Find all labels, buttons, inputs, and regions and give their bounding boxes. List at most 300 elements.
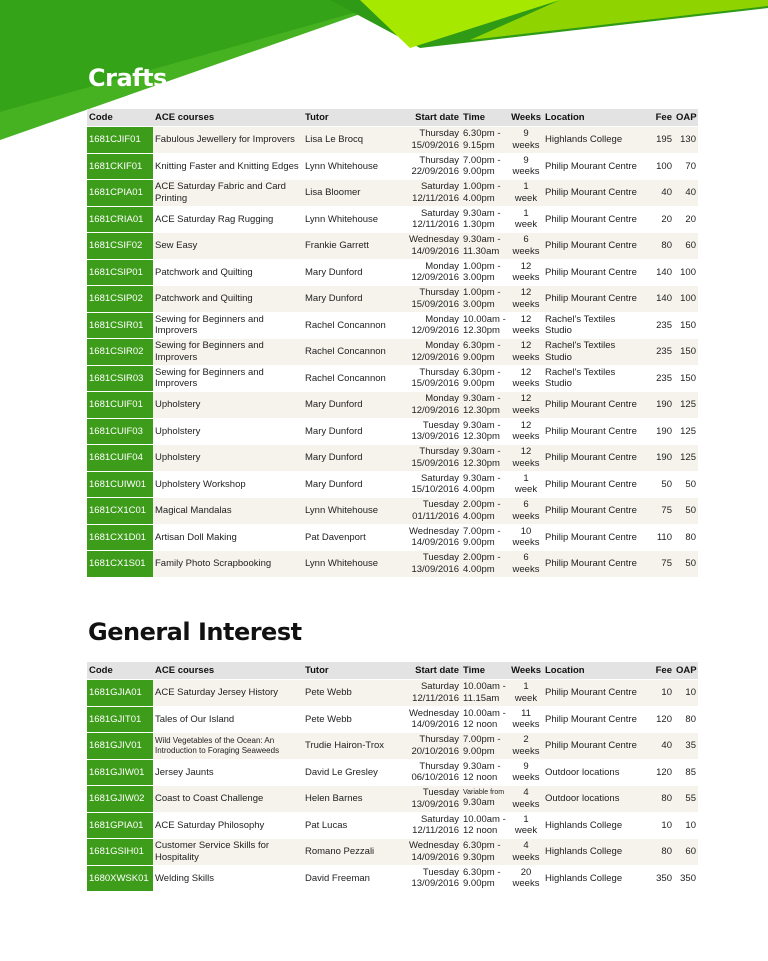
fee: 195 [646,127,674,153]
location: Philip Mourant Centre [543,498,646,524]
start-date [405,180,461,206]
weeks-unit: weeks [512,537,540,549]
course-name: Sew Easy [153,233,303,259]
weeks-count: 12 [520,260,532,272]
course-code: 1681CPIA01 [87,180,153,206]
time [461,866,509,892]
weeks-count: 12 [520,287,532,299]
start-date [405,313,461,339]
time-start: 10.00am - [463,681,506,693]
time-end: 3.00pm [463,272,495,284]
weeks-count: 12 [520,446,532,458]
time-end: 9.15pm [463,139,495,151]
time-end: 4.00pm [463,563,495,575]
start-date [405,786,461,812]
course-name: Knitting Faster and Knitting Edges [153,154,303,180]
tutor-name: Mary Dunford [303,260,405,286]
location: Philip Mourant Centre [543,392,646,418]
start-date-value: 22/09/2016 [411,166,459,178]
time [461,839,509,865]
header-tutor: Tutor [303,662,405,679]
start-date-value: 12/09/2016 [411,404,459,416]
start-date-value: 13/09/2016 [411,878,459,890]
fee: 110 [646,525,674,551]
time-start: 6.30pm - [463,340,501,352]
table-row [87,839,698,865]
weeks-unit: weeks [512,563,540,575]
fee: 80 [646,233,674,259]
weeks-unit: weeks [512,404,540,416]
start-date-value: 14/09/2016 [411,245,459,257]
location: Highlands College [543,127,646,153]
course-name: ACE Saturday Philosophy [153,813,303,839]
fee: 20 [646,207,674,233]
time [461,154,509,180]
course-name: Artisan Doll Making [153,525,303,551]
time-end: 4.00pm [463,484,495,496]
tutor-name: Lynn Whitehouse [303,551,405,577]
time-end: 12 noon [463,772,498,784]
oap-fee: 100 [674,260,698,286]
oap-fee: 55 [674,786,698,812]
header-weeks: Weeks [509,109,543,126]
weeks-count: 11 [521,707,531,719]
crafts-course-table [87,108,698,578]
weeks-count: 12 [520,340,532,352]
time-start: 7.00pm - [463,734,501,746]
time [461,551,509,577]
weeks [509,366,543,392]
start-day: Thursday [419,366,459,378]
time [461,472,509,498]
location: Philip Mourant Centre [543,260,646,286]
course-code: 1681CX1C01 [87,498,153,524]
weeks [509,127,543,153]
start-day: Saturday [420,472,459,484]
fee: 140 [646,260,674,286]
weeks-count: 1 week [514,813,538,837]
course-name: Upholstery Workshop [153,472,303,498]
start-date [405,760,461,786]
start-date-value: 14/09/2016 [411,537,459,549]
tutor-name: Rachel Concannon [303,366,405,392]
start-date [405,733,461,759]
oap-fee: 125 [674,392,698,418]
table-row [87,760,698,786]
header-course: ACE courses [153,109,303,126]
course-code: 1681CJIF01 [87,127,153,153]
course-name: Upholstery [153,392,303,418]
tutor-name: Pat Lucas [303,813,405,839]
course-code: 1681CSIP01 [87,260,153,286]
start-date [405,445,461,471]
fee: 80 [646,786,674,812]
start-date-value: 14/09/2016 [411,851,459,863]
fee: 235 [646,313,674,339]
course-name: Welding Skills [153,866,303,892]
start-date [405,419,461,445]
start-day: Tuesday [422,499,459,511]
header-start-date: Start date [405,662,461,679]
header-code: Code [87,662,153,679]
time [461,286,509,312]
time-start: 6.30pm - [463,366,501,378]
time-start: 9.30am - [463,472,501,484]
weeks-unit: weeks [512,851,540,863]
oap-fee: 50 [674,498,698,524]
time-start: 10.00am - [463,313,506,325]
weeks-count: 9 [523,154,529,166]
table-row [87,339,698,365]
time-end: 1.30pm [463,219,495,231]
table-row [87,866,698,892]
start-date-value: 14/09/2016 [411,719,459,731]
fee: 10 [646,813,674,839]
location: Philip Mourant Centre [543,551,646,577]
table-row [87,392,698,418]
course-name: Coast to Coast Challenge [153,786,303,812]
section-title-crafts: Crafts [88,64,167,92]
time [461,233,509,259]
time-end: 3.00pm [463,298,495,310]
time-end: 4.00pm [463,510,495,522]
weeks-unit: weeks [512,378,540,390]
location: Philip Mourant Centre [543,154,646,180]
crafts-table-body [87,127,698,577]
location: Philip Mourant Centre [543,419,646,445]
tutor-name: Lisa Bloomer [303,180,405,206]
tutor-name: Pete Webb [303,680,405,706]
weeks-count: 6 [523,499,529,511]
start-date [405,525,461,551]
start-day: Thursday [419,760,459,772]
oap-fee: 350 [674,866,698,892]
start-day: Saturday [420,207,459,219]
weeks-count: 12 [520,366,532,378]
course-code: 1681CKIF01 [87,154,153,180]
header-location: Location [543,662,646,679]
table-row [87,127,698,153]
time-start: 9.30am - [463,446,501,458]
weeks [509,233,543,259]
location: Rachel's Textiles Studio [543,366,646,392]
tutor-name: Mary Dunford [303,472,405,498]
course-name: Patchwork and Quilting [153,260,303,286]
time-end: 12 noon [463,719,498,731]
oap-fee: 70 [674,154,698,180]
fee: 190 [646,445,674,471]
table-row [87,733,698,759]
time [461,786,509,812]
location: Philip Mourant Centre [543,733,646,759]
course-name: Sewing for Beginners and Improvers [153,366,303,392]
course-code: 1681GJIT01 [87,707,153,733]
weeks [509,866,543,892]
weeks [509,733,543,759]
weeks [509,313,543,339]
location: Philip Mourant Centre [543,207,646,233]
location: Highlands College [543,866,646,892]
tutor-name: Lynn Whitehouse [303,207,405,233]
start-day: Saturday [420,813,459,825]
start-date-value: 13/09/2016 [411,431,459,443]
tutor-name: Mary Dunford [303,445,405,471]
time-start: 2.00pm - [463,552,501,564]
start-day: Thursday [419,287,459,299]
time-end: 9.00pm [463,745,495,757]
fee: 80 [646,839,674,865]
start-date-value: 13/09/2016 [411,563,459,575]
weeks-count: 6 [523,552,529,564]
start-day: Tuesday [422,787,459,799]
table-header-row [87,109,698,126]
oap-fee: 10 [674,680,698,706]
start-date [405,866,461,892]
fee: 75 [646,498,674,524]
time [461,366,509,392]
general-interest-table-body [87,680,698,891]
header-course: ACE courses [153,662,303,679]
location: Philip Mourant Centre [543,525,646,551]
start-date-value: 15/09/2016 [411,378,459,390]
weeks-count: 1 week [514,681,538,704]
fee: 190 [646,392,674,418]
time-start: 9.30am - [463,234,501,246]
start-date [405,127,461,153]
start-day: Saturday [420,181,459,193]
weeks-unit: weeks [512,772,540,784]
fee: 350 [646,866,674,892]
time-start: 1.00pm - [463,287,501,299]
table-row [87,260,698,286]
location: Outdoor locations [543,786,646,812]
location: Philip Mourant Centre [543,445,646,471]
start-day: Saturday [420,681,459,693]
time-end: 9.30pm [463,851,495,863]
weeks-count: 9 [523,128,529,140]
course-code: 1681CRIA01 [87,207,153,233]
course-name: Magical Mandalas [153,498,303,524]
weeks-unit: weeks [512,245,540,257]
tutor-name: Romano Pezzali [303,839,405,865]
weeks-unit: weeks [512,325,540,337]
start-date [405,498,461,524]
start-day: Wednesday [409,840,459,852]
weeks [509,813,543,839]
weeks [509,207,543,233]
start-date [405,286,461,312]
oap-fee: 20 [674,207,698,233]
weeks-count: 1 week [514,207,538,231]
start-date [405,339,461,365]
course-name: ACE Saturday Rag Rugging [153,207,303,233]
header-time: Time [461,662,509,679]
start-date-value: 12/11/2016 [412,219,459,231]
start-day: Thursday [419,128,459,140]
table-row [87,813,698,839]
weeks-count: 12 [520,393,532,405]
time [461,419,509,445]
time-start: 9.30am - [463,207,501,219]
oap-fee: 60 [674,839,698,865]
start-day: Monday [425,340,459,352]
start-date-value: 01/11/2016 [412,510,459,522]
start-date-value: 06/10/2016 [411,772,459,784]
location: Philip Mourant Centre [543,180,646,206]
start-date-value: 12/09/2016 [411,325,459,337]
start-day: Monday [425,393,459,405]
oap-fee: 50 [674,472,698,498]
start-date-value: 15/09/2016 [411,457,459,469]
fee: 120 [646,760,674,786]
course-code: 1681CX1D01 [87,525,153,551]
table-row [87,680,698,706]
weeks [509,525,543,551]
course-code: 1681CSIR01 [87,313,153,339]
weeks [509,472,543,498]
time-end: 9.00pm [463,166,495,178]
course-name: Upholstery [153,445,303,471]
weeks-count: 4 [523,840,529,852]
weeks-unit: weeks [512,878,540,890]
weeks [509,760,543,786]
course-name: Jersey Jaunts [153,760,303,786]
weeks [509,286,543,312]
time [461,445,509,471]
time-end: 12 noon [463,825,498,837]
start-date-value: 12/11/2016 [412,692,459,704]
table-row [87,313,698,339]
header-weeks: Weeks [509,662,543,679]
tutor-name: Rachel Concannon [303,339,405,365]
weeks [509,180,543,206]
tutor-name: Helen Barnes [303,786,405,812]
location: Philip Mourant Centre [543,286,646,312]
oap-fee: 80 [674,525,698,551]
time-start: 1.00pm - [463,260,501,272]
header-oap: OAP [674,109,698,126]
tutor-name: Lisa Le Brocq [303,127,405,153]
start-date [405,707,461,733]
course-name: Customer Service Skills for Hospitality [153,839,303,865]
course-name: Patchwork and Quilting [153,286,303,312]
course-name: ACE Saturday Fabric and Card Printing [153,180,303,206]
location: Rachel's Textiles Studio [543,313,646,339]
oap-fee: 150 [674,313,698,339]
table-row [87,366,698,392]
weeks-unit: weeks [512,139,540,151]
start-date [405,472,461,498]
weeks [509,839,543,865]
tutor-name: Frankie Garrett [303,233,405,259]
weeks-unit: weeks [512,272,540,284]
time-start: 2.00pm - [463,499,501,511]
course-code: 1681GJIA01 [87,680,153,706]
course-code: 1681CSIP02 [87,286,153,312]
time-end: 9.00pm [463,537,495,549]
location: Philip Mourant Centre [543,472,646,498]
course-name: Sewing for Beginners and Improvers [153,339,303,365]
course-name: Tales of Our Island [153,707,303,733]
start-date [405,680,461,706]
time [461,680,509,706]
table-row [87,786,698,812]
weeks-unit: weeks [512,166,540,178]
weeks-unit: weeks [512,745,540,757]
course-name: Wild Vegetables of the Ocean: An Introduction to Foraging Seaweeds [153,733,303,759]
oap-fee: 100 [674,286,698,312]
weeks-unit: weeks [512,510,540,522]
weeks-unit: weeks [512,431,540,443]
table-row [87,498,698,524]
start-date [405,260,461,286]
location: Rachel's Textiles Studio [543,339,646,365]
course-name: Family Photo Scrapbooking [153,551,303,577]
weeks-unit: weeks [512,719,540,731]
course-code: 1681GSIH01 [87,839,153,865]
oap-fee: 85 [674,760,698,786]
time-end: 11.15am [463,692,500,704]
section-title-general-interest: General Interest [88,618,302,646]
location: Philip Mourant Centre [543,680,646,706]
time [461,180,509,206]
tutor-name: David Le Gresley [303,760,405,786]
weeks [509,551,543,577]
location: Philip Mourant Centre [543,707,646,733]
table-row [87,551,698,577]
weeks-unit: weeks [512,298,540,310]
start-day: Thursday [419,446,459,458]
table-row [87,286,698,312]
start-day: Tuesday [422,866,459,878]
start-date-value: 12/09/2016 [411,272,459,284]
oap-fee: 125 [674,445,698,471]
time [461,127,509,153]
course-code: 1681GPIA01 [87,813,153,839]
start-day: Monday [425,260,459,272]
time-end: 12.30pm [463,404,500,416]
start-date [405,839,461,865]
oap-fee: 130 [674,127,698,153]
weeks [509,392,543,418]
oap-fee: 150 [674,339,698,365]
weeks-count: 12 [520,313,532,325]
start-date [405,154,461,180]
time-end: 12.30pm [463,431,500,443]
fee: 40 [646,733,674,759]
time-start: 6.30pm - [463,840,501,852]
start-date [405,366,461,392]
course-name: Sewing for Beginners and Improvers [153,313,303,339]
tutor-name: Pat Davenport [303,525,405,551]
table-row [87,472,698,498]
fee: 235 [646,366,674,392]
fee: 50 [646,472,674,498]
time-start: Variable from [463,788,505,796]
oap-fee: 80 [674,707,698,733]
start-day: Thursday [419,734,459,746]
course-code: 1681GJIV01 [87,733,153,759]
table-row [87,419,698,445]
header-tutor: Tutor [303,109,405,126]
tutor-name: David Freeman [303,866,405,892]
time-start: 9.30am - [463,419,501,431]
time-end: 9.00pm [463,378,495,390]
oap-fee: 125 [674,419,698,445]
table-row [87,207,698,233]
header-fee: Fee [646,662,674,679]
header-code: Code [87,109,153,126]
